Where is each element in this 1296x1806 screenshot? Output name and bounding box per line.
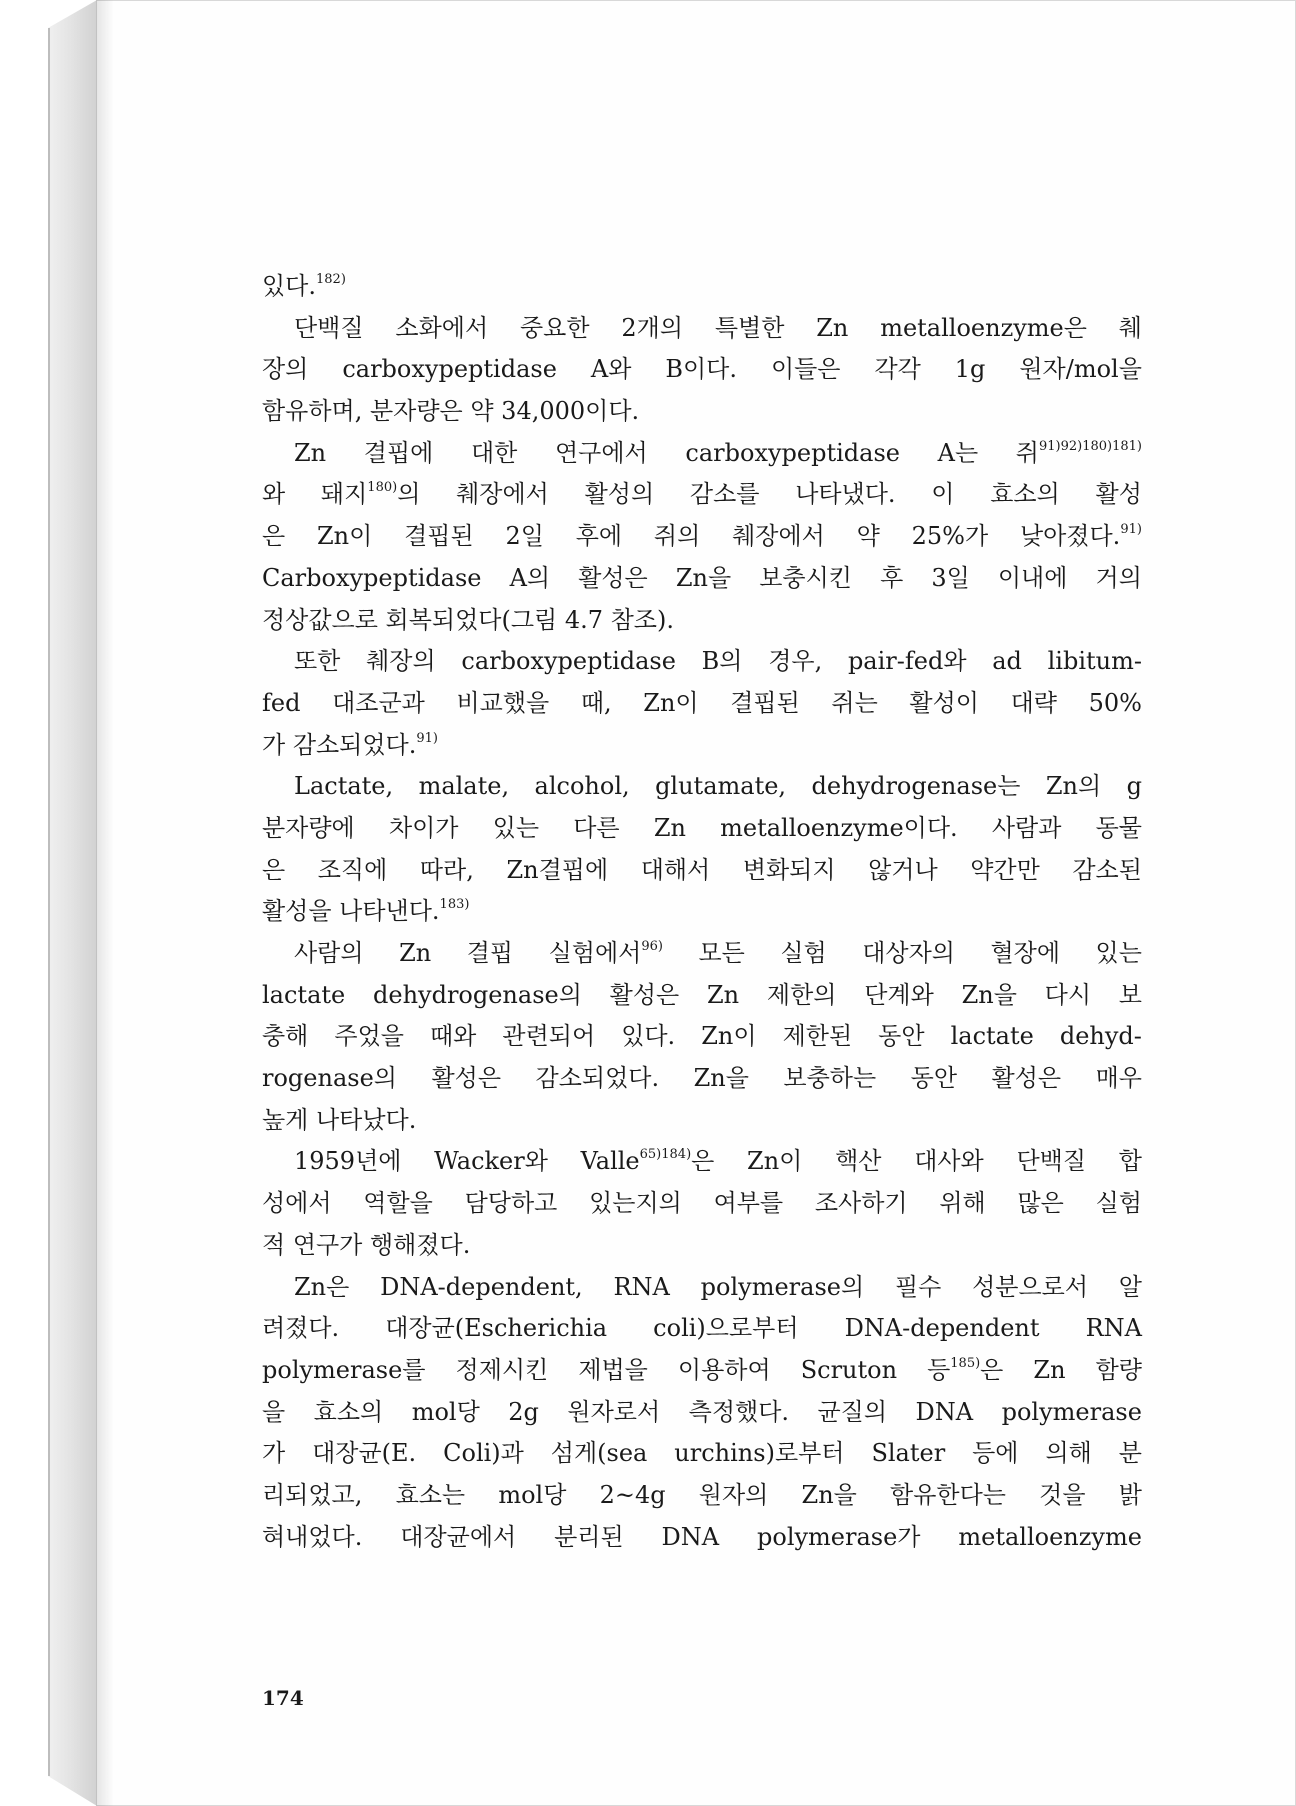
text-word: 대사와 xyxy=(914,1147,984,1176)
text-word: g xyxy=(1126,772,1142,801)
text-word: Zn을 xyxy=(801,1480,857,1509)
text-line xyxy=(262,808,1142,850)
text-word: 후 xyxy=(880,563,904,592)
citation-superscript: 180) xyxy=(367,480,398,496)
text-word: glutamate, xyxy=(655,772,787,801)
citation-superscript: 183) xyxy=(439,897,470,913)
text-word: 이 xyxy=(931,480,955,509)
text-word: 충해 xyxy=(262,1022,309,1051)
text-word: 단백질 xyxy=(294,313,364,342)
text-word: 대략 xyxy=(1010,688,1057,717)
text-word: 대한 xyxy=(470,438,518,467)
book-spine xyxy=(48,0,97,1806)
text-word: 활성이 xyxy=(909,688,979,717)
text-word: 1g xyxy=(954,355,986,384)
text-word: 효소의 xyxy=(313,1397,384,1426)
citation-superscript: 65)184) xyxy=(639,1147,692,1163)
text-run: 있다. xyxy=(262,272,316,300)
text-word: 매우 xyxy=(1095,1064,1142,1093)
text-word: Wacker와 xyxy=(434,1147,548,1176)
text-word: 합 xyxy=(1118,1147,1142,1176)
text-word: 소화에서 xyxy=(395,313,489,342)
text-line xyxy=(262,600,1142,642)
text-word: polymerase를 xyxy=(262,1355,426,1384)
text-word: 쥐$^{91)92)180)181)}$ xyxy=(1015,438,1142,467)
text-word: Zn xyxy=(1033,1355,1066,1384)
text-word: 결핍된 xyxy=(730,688,800,717)
text-word: 리되었고, xyxy=(262,1480,363,1509)
text-line xyxy=(262,349,1142,391)
text-line xyxy=(262,474,1142,516)
text-word: 관련되어 xyxy=(502,1022,596,1051)
text-word: 정제시킨 xyxy=(455,1355,549,1384)
text-word: 돼지$^{180)}$의 xyxy=(320,480,421,509)
text-word: 려졌다. xyxy=(262,1314,340,1343)
text-word: Zn이 xyxy=(643,688,699,717)
text-word: 다시 xyxy=(1044,980,1092,1009)
text-word: 췌장의 xyxy=(366,647,436,676)
text-word: 있는지의 xyxy=(589,1189,682,1218)
text-word: Zn결핍에 xyxy=(506,855,609,884)
text-word: 혈장에 xyxy=(990,939,1061,967)
text-word: 실험 xyxy=(780,939,827,967)
text-word: 비교했을 xyxy=(456,688,550,717)
text-word: metalloenzyme은 xyxy=(880,313,1087,342)
text-word: 효소의 xyxy=(990,480,1060,509)
text-word: 제한된 xyxy=(782,1022,853,1051)
text-word: 의해 xyxy=(1045,1439,1092,1468)
text-word: 조직에 xyxy=(317,855,388,884)
text-line xyxy=(262,891,1142,933)
text-word: 균질의 xyxy=(817,1397,888,1426)
text-word: 분 xyxy=(1118,1439,1142,1468)
text-run: 적 연구가 행해졌다. xyxy=(262,1230,471,1259)
text-word: 실험 xyxy=(1095,1189,1142,1218)
text-word: polymerase가 xyxy=(757,1522,921,1551)
text-word: 활성은 xyxy=(431,1064,502,1093)
citation-superscript: 91) xyxy=(1120,522,1142,538)
text-word: 이들은 xyxy=(770,355,841,384)
text-word: A의 xyxy=(509,563,551,592)
text-word: 활성의 xyxy=(584,480,655,509)
text-word: 분자량에 xyxy=(262,813,355,842)
text-word: libitum- xyxy=(1047,647,1142,676)
text-word: 췌장에서 xyxy=(732,522,825,551)
text-word: B의 xyxy=(701,647,743,676)
text-word: 다른 xyxy=(573,813,620,842)
text-word: Zn xyxy=(653,813,686,842)
text-word: metalloenzyme이다. xyxy=(720,813,958,842)
text-run: 활성을 나타낸다. xyxy=(262,897,440,926)
text-word: 은 xyxy=(262,522,286,551)
text-line xyxy=(262,1016,1142,1058)
text-word: 대장균(Escherichia xyxy=(385,1314,608,1343)
text-word: dehydrogenase는 xyxy=(811,772,1021,801)
text-word: Zn xyxy=(816,313,849,342)
text-word: 1959년에 xyxy=(294,1147,402,1176)
text-word: 많은 xyxy=(1017,1189,1064,1218)
text-word: 제한의 xyxy=(766,980,837,1009)
text-word: 위해 xyxy=(939,1189,986,1218)
text-word: Zn을 xyxy=(693,1064,749,1093)
text-word: 대장균에서 xyxy=(400,1522,517,1551)
text-word: 활성은 xyxy=(609,980,680,1009)
text-word: 특별한 xyxy=(714,313,785,342)
text-word: DNA xyxy=(661,1522,720,1551)
text-word: pair-fed와 xyxy=(847,647,967,676)
text-line xyxy=(262,725,1142,767)
text-line xyxy=(262,1392,1142,1434)
text-word: 대상자의 xyxy=(862,939,955,967)
text-word: dehyd- xyxy=(1059,1022,1142,1051)
text-word: RNA xyxy=(1085,1314,1142,1343)
text-word: RNA xyxy=(613,1272,670,1301)
text-word: 췌 xyxy=(1118,313,1142,342)
text-word: 것을 xyxy=(1039,1480,1086,1509)
text-word: B이다. xyxy=(665,355,737,384)
text-word: Zn xyxy=(399,939,432,967)
citation-superscript: 91) xyxy=(416,730,438,746)
text-word: 원자/mol을 xyxy=(1019,355,1142,384)
page-gutter-shadow xyxy=(96,0,114,1806)
text-line xyxy=(262,1308,1142,1350)
text-word: 동안 xyxy=(878,1022,925,1051)
text-word: 췌장에서 xyxy=(456,480,549,509)
text-run: 정상값으로 회복되었다(그림 4.7 참조). xyxy=(262,605,674,634)
text-line xyxy=(262,1475,1142,1517)
text-word: 쥐는 xyxy=(831,688,878,717)
text-word: 감소된 xyxy=(1072,855,1142,884)
text-word: 후에 xyxy=(575,522,623,551)
text-line xyxy=(262,1141,1142,1183)
text-word: 있다. xyxy=(621,1022,676,1051)
text-word: 등$^{185)}$은 xyxy=(927,1355,1004,1384)
text-word: Zn을 xyxy=(675,563,732,592)
text-line xyxy=(262,1100,1142,1142)
text-word: 은 xyxy=(262,855,286,884)
text-word: 원자의 xyxy=(698,1480,769,1509)
text-word: 활성은 xyxy=(991,1064,1062,1093)
text-word: Slater xyxy=(871,1439,946,1468)
text-word: 장의 xyxy=(262,355,309,384)
text-word: 단백질 xyxy=(1016,1147,1087,1176)
text-word: DNA xyxy=(915,1397,974,1426)
text-word: carboxypeptidase xyxy=(685,438,900,467)
text-line xyxy=(262,1183,1142,1225)
text-line xyxy=(262,1517,1142,1559)
text-word: 감소되었다. xyxy=(535,1064,660,1093)
text-word: 대장균(E. xyxy=(312,1439,417,1468)
text-word: urchins)로부터 xyxy=(674,1439,845,1468)
text-line xyxy=(262,850,1142,892)
text-word: mol당 xyxy=(411,1397,480,1426)
text-word: 제법을 xyxy=(578,1355,648,1384)
text-word: 약 xyxy=(856,522,880,551)
text-line xyxy=(262,558,1142,600)
text-word: alcohol, xyxy=(534,772,630,801)
text-line xyxy=(262,1433,1142,1475)
text-word: 약간만 xyxy=(970,855,1040,884)
text-word: Lactate, xyxy=(294,772,394,801)
text-word: 결핍 xyxy=(466,939,514,967)
text-word: 여부를 xyxy=(713,1189,784,1218)
text-line xyxy=(262,1058,1142,1100)
text-word: 섬게(sea xyxy=(550,1439,648,1468)
text-word: Zn을 xyxy=(961,980,1017,1009)
text-word: 동물 xyxy=(1095,813,1142,842)
text-word: 실험에서$^{96)}$ xyxy=(548,939,663,967)
text-word: A와 xyxy=(590,355,632,384)
text-word: 낮아졌다.$^{91)}$ xyxy=(1019,522,1142,551)
text-word: Carboxypeptidase xyxy=(262,563,482,592)
book-edge xyxy=(48,28,50,1776)
text-word: 함유한다는 xyxy=(890,1480,1006,1509)
text-word: carboxypeptidase xyxy=(342,355,557,384)
text-word: 결핍에 xyxy=(363,438,434,467)
text-word: 필수 xyxy=(894,1272,942,1301)
text-word: 이용하여 xyxy=(677,1355,771,1384)
text-word: 활성 xyxy=(1095,480,1142,509)
text-word: rogenase의 xyxy=(262,1064,397,1093)
page-number: 174 xyxy=(262,1686,304,1710)
text-word: Zn이 xyxy=(701,1022,757,1051)
citation-superscript: 185) xyxy=(950,1355,981,1371)
text-word: 핵산 xyxy=(835,1147,882,1176)
text-word: 결핍된 xyxy=(404,522,474,551)
text-word: 않거나 xyxy=(868,855,938,884)
text-word: 보충하는 xyxy=(783,1064,877,1093)
text-word: dehydrogenase의 xyxy=(373,980,582,1009)
text-word: Zn xyxy=(294,438,327,467)
text-word: mol당 xyxy=(498,1480,567,1509)
text-word: Coli)과 xyxy=(443,1439,524,1468)
text-word: coli)으로부터 xyxy=(653,1314,799,1343)
text-word: 역할을 xyxy=(363,1189,433,1218)
text-word: 경우, xyxy=(768,647,823,676)
text-line xyxy=(262,516,1142,558)
text-word: Zn이 xyxy=(747,1147,803,1176)
text-run: 함유하며, 분자량은 약 34,000이다. xyxy=(262,397,640,426)
text-word: 측정했다. xyxy=(688,1397,790,1426)
text-word: 활성은 xyxy=(578,563,648,592)
text-word: 혀내었다. xyxy=(262,1522,363,1551)
text-line xyxy=(262,975,1142,1017)
text-line xyxy=(262,1225,1142,1267)
text-line xyxy=(262,433,1142,475)
text-word: 조사하기 xyxy=(814,1189,908,1218)
text-word: 연구에서 xyxy=(555,438,648,467)
text-word: Zn은 xyxy=(294,1272,350,1301)
text-word: 사람의 xyxy=(294,939,364,967)
text-word: 성에서 xyxy=(262,1189,332,1218)
text-word: 각각 xyxy=(874,355,921,384)
text-word: polymerase xyxy=(1001,1397,1142,1426)
text-word: DNA-dependent, xyxy=(380,1272,583,1301)
text-line xyxy=(262,308,1142,350)
text-word: ad xyxy=(992,647,1022,676)
text-word: 중요한 xyxy=(519,313,590,342)
text-word: 25%가 xyxy=(911,522,989,551)
text-word: 주었을 xyxy=(334,1022,404,1051)
text-word: Valle$^{65)184)}$은 xyxy=(580,1147,715,1176)
text-word: 따라, xyxy=(419,855,474,884)
text-word: Zn xyxy=(707,980,740,1009)
text-word: 쥐의 xyxy=(653,522,701,551)
text-word: 있는 xyxy=(492,813,540,842)
text-word: 감소를 xyxy=(689,480,760,509)
text-word: 분리된 xyxy=(554,1522,624,1551)
text-line xyxy=(262,683,1142,725)
text-word: A는 xyxy=(937,438,979,467)
text-word: 알 xyxy=(1118,1272,1142,1301)
text-word: 거의 xyxy=(1095,563,1142,592)
text-line xyxy=(262,933,1142,975)
text-word: 원자로서 xyxy=(567,1397,661,1426)
text-word: 또한 xyxy=(294,647,341,676)
text-line xyxy=(262,641,1142,683)
text-word: DNA-dependent xyxy=(844,1314,1040,1343)
text-word: 때, xyxy=(580,688,612,717)
text-word: 등에 xyxy=(972,1439,1019,1468)
text-line xyxy=(262,1267,1142,1309)
text-word: 2g xyxy=(508,1397,539,1426)
text-word: carboxypeptidase xyxy=(461,647,676,676)
text-line xyxy=(262,266,1142,308)
text-word: 단계와 xyxy=(864,980,934,1009)
text-word: 대조군과 xyxy=(332,688,425,717)
text-line xyxy=(262,766,1142,808)
text-run: 높게 나타났다. xyxy=(262,1105,417,1134)
text-word: Zn이 xyxy=(316,522,373,551)
text-word: 보 xyxy=(1118,980,1142,1009)
text-word: 때와 xyxy=(430,1022,477,1051)
text-run: 가 감소되었다. xyxy=(262,730,417,759)
text-word: 함량 xyxy=(1095,1355,1142,1384)
body-text xyxy=(262,266,1142,1558)
citation-superscript: 91)92)180)181) xyxy=(1038,438,1142,454)
text-word: 을 xyxy=(262,1397,286,1426)
text-word: metalloenzyme xyxy=(958,1522,1142,1551)
text-word: 대해서 xyxy=(640,855,711,884)
text-word: 50% xyxy=(1088,688,1142,717)
text-word: 2개의 xyxy=(621,313,683,342)
text-word: 2~4g xyxy=(599,1480,666,1509)
text-word: 모든 xyxy=(698,939,745,967)
text-word: 가 xyxy=(262,1439,286,1468)
citation-superscript: 96) xyxy=(641,939,663,954)
text-word: 와 xyxy=(262,480,286,509)
text-word: 나타냈다. xyxy=(795,480,896,509)
text-word: 이내에 xyxy=(997,563,1068,592)
text-word: 보충시킨 xyxy=(759,563,852,592)
text-word: 3일 xyxy=(931,563,970,592)
text-word: 담당하고 xyxy=(464,1189,558,1218)
citation-superscript: 182) xyxy=(316,272,346,287)
text-word: 사람과 xyxy=(991,813,1062,842)
text-line xyxy=(262,1350,1142,1392)
text-word: lactate xyxy=(262,980,346,1009)
text-word: 변화되지 xyxy=(742,855,836,884)
text-word: 차이가 xyxy=(388,813,459,842)
text-word: lactate xyxy=(950,1022,1034,1051)
text-word: 밝 xyxy=(1118,1480,1142,1509)
text-word: Zn의 xyxy=(1045,772,1102,801)
text-word: 동안 xyxy=(910,1064,958,1093)
text-word: fed xyxy=(262,688,301,717)
text-word: 효소는 xyxy=(395,1480,466,1509)
text-word: Scruton xyxy=(800,1355,898,1384)
text-word: polymerase의 xyxy=(700,1272,865,1301)
text-line xyxy=(262,391,1142,433)
text-word: 있는 xyxy=(1095,939,1142,967)
text-word: 성분으로서 xyxy=(972,1272,1089,1301)
text-word: 2일 xyxy=(505,522,544,551)
text-word: malate, xyxy=(418,772,510,801)
